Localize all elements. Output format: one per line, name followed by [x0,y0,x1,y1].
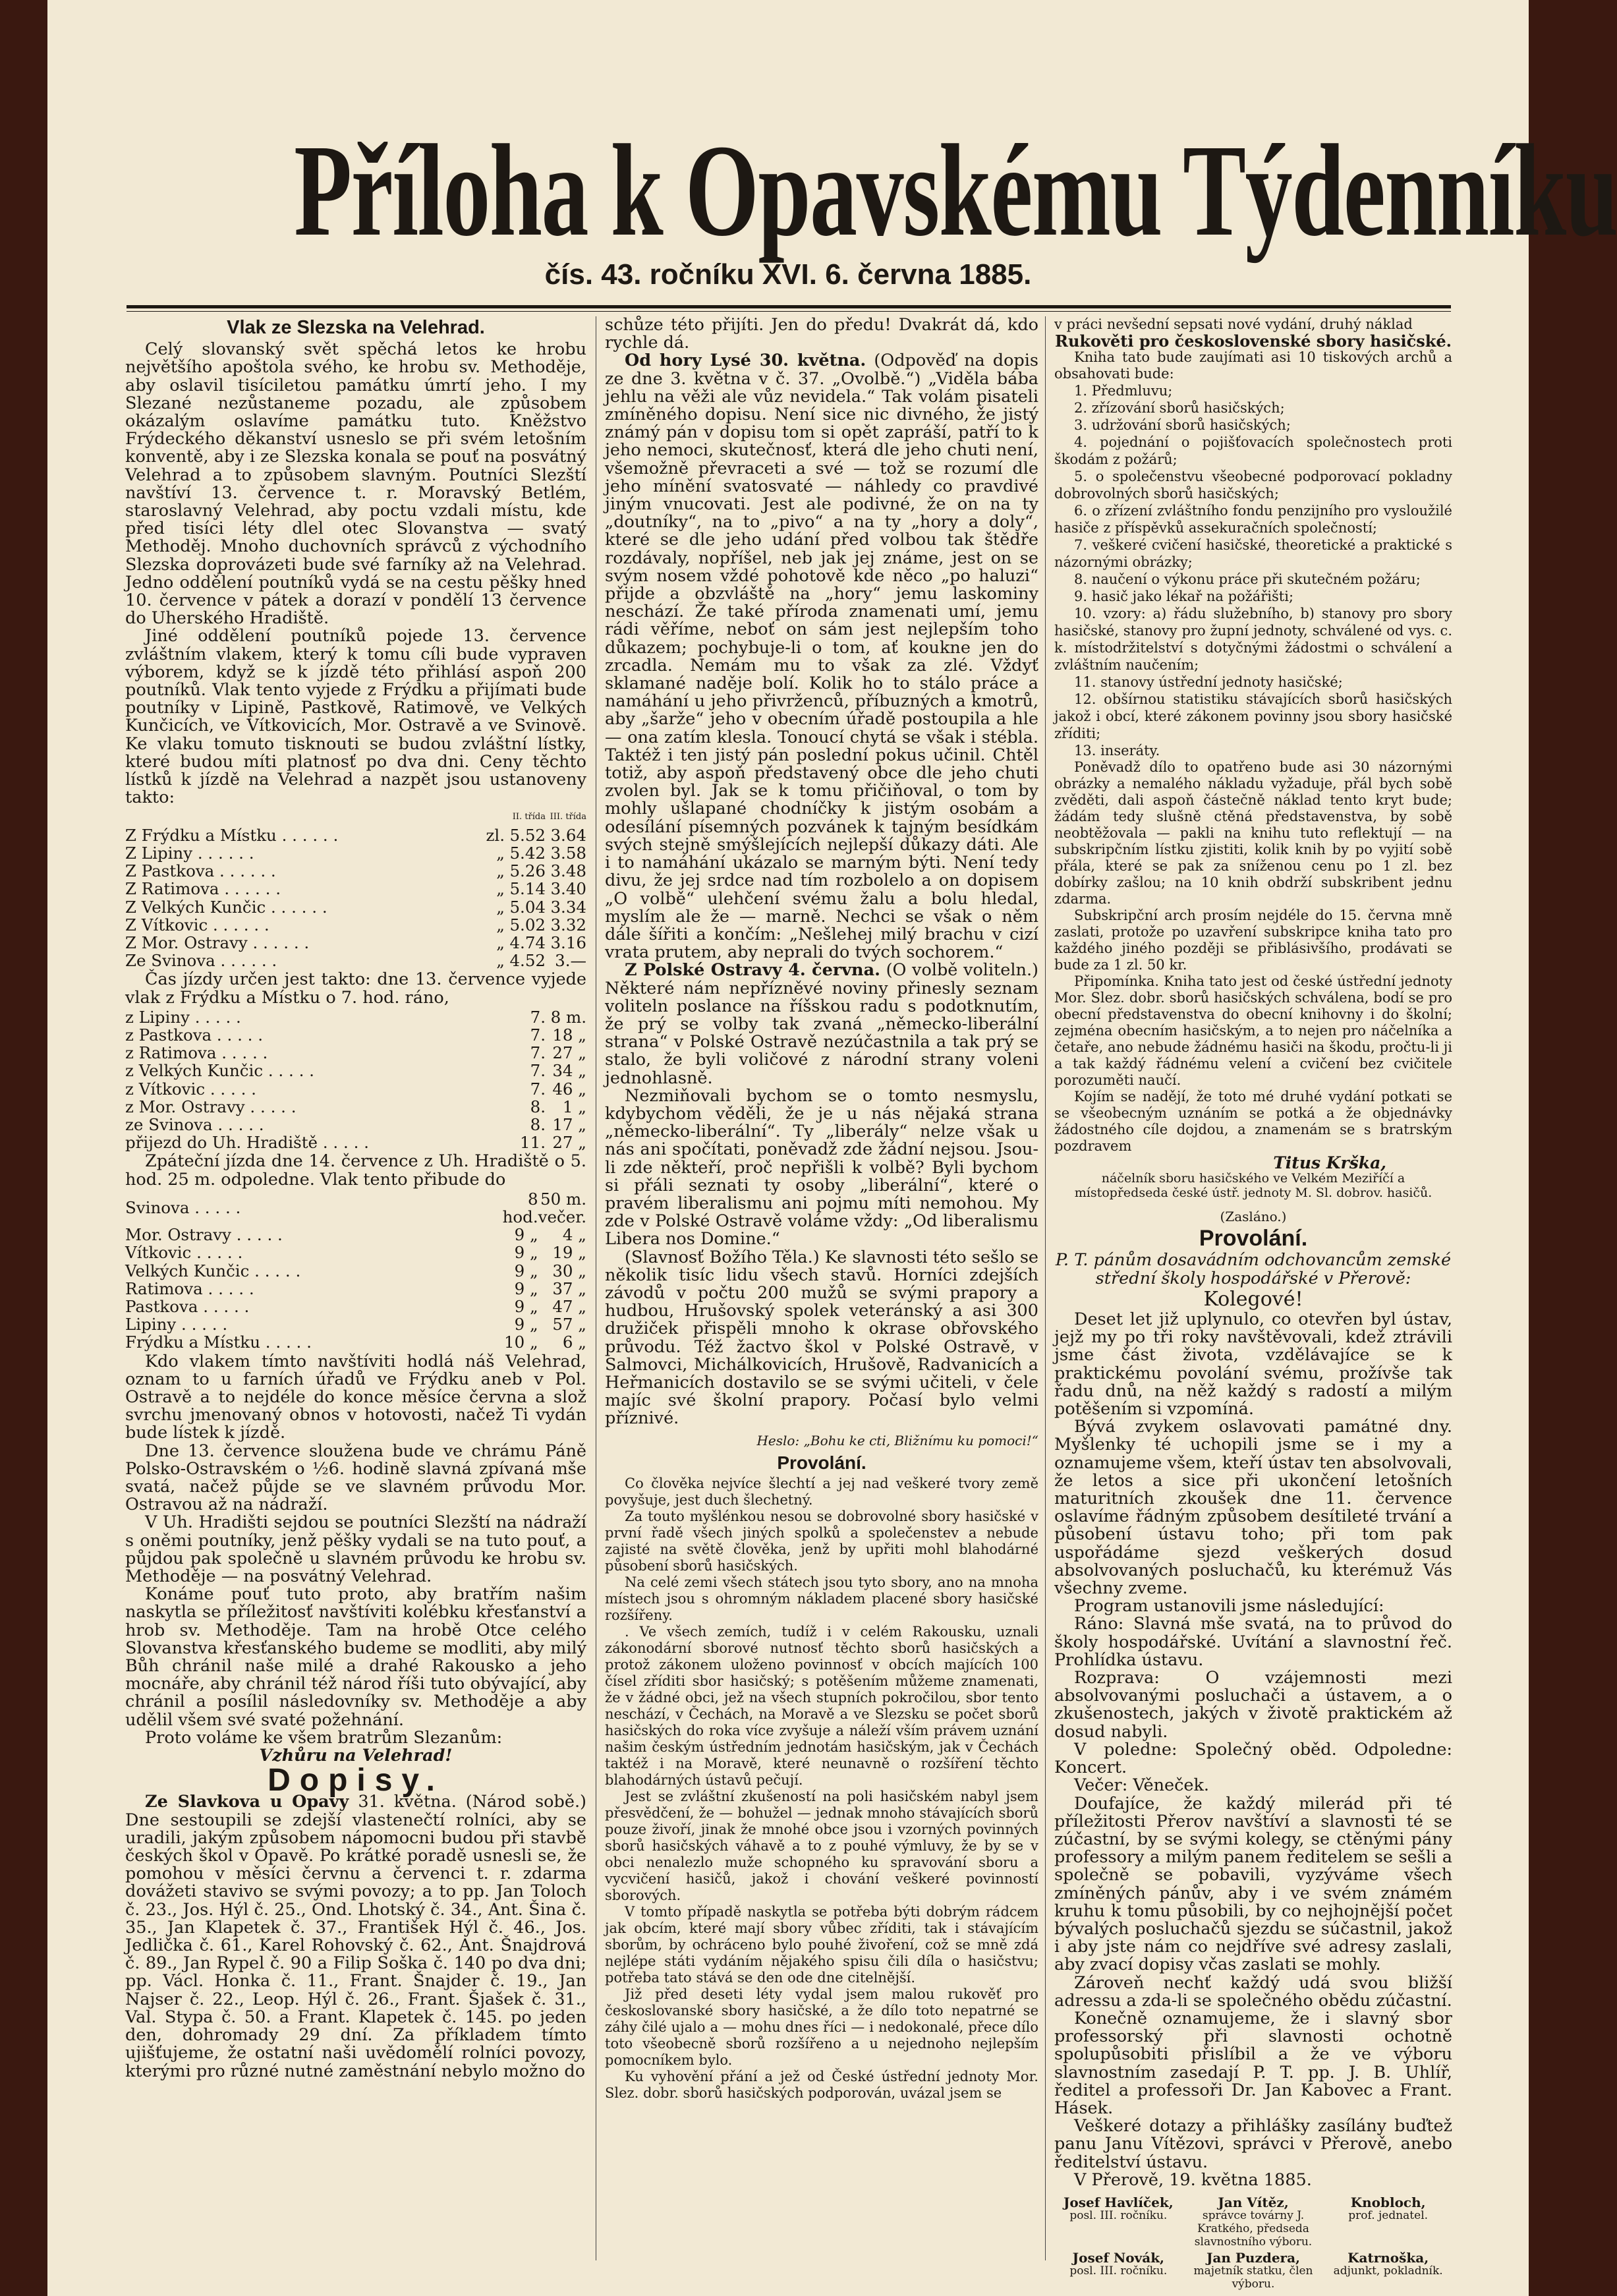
masthead [47,0,1617,277]
schedule-minute: 8 m. [550,1007,586,1027]
schedule-minute: 4 „ [562,1225,586,1245]
signature-name: Titus Krška, [1273,1153,1386,1172]
schedule-hour: 7. [530,1061,546,1081]
article-paragraph: Kdo vlakem tímto navštíviti hodlá náš Velehrad, oznam to u farních úřadů ve Frýdku aneb v Pol. Ostravě a to nejdéle do konce měsíce června a slož svrchu jmenovaný obnos v hotovosti, načež Ti vydán bude lístek k jízdě. [125,1351,586,1443]
signer-role: prof. jednatel. [1348,2208,1429,2222]
schedule-place: z Lipiny . . . . . [125,1007,241,1027]
masthead-title: Příloha k Opavskému Týdenníku [294,118,1617,264]
fare-row [125,952,586,969]
article-paragraph: V poledne: Společný oběd. Odpoledne: Koncert. [1054,1739,1452,1778]
column-2 [605,316,1038,2267]
signer [1189,2251,1318,2291]
schedule-minute: 27 „ [552,1043,586,1063]
article-paragraph: Zároveň nechť každý udá svou bližší adressu a zda-li se společného obědu zúčastní. [1054,1972,1452,2011]
paragraph-text: (Odpověď na dopis ze dne 3. května v č. 37. „Ovolbě.“) „Viděla bába jehlu na věži ale vůz nevidela.“ Tak volám pisateli zmíněného dopisu. Není sice nic divného, že jistý známý pán v dopisu tom si opět zapráší, patří to k jeho nemoci, skutečnosť, která dle jeho chuti není, všemožně převraceti a své — tož se rozumí dle jeho mínění svatosvaté — náhledy co pravdivé jiným vnucovati. Jest ale podivné, že on na ty „doutníky“, na to „pivo“ a na ty „hory a doly“, které se dle jeho udání před volbou tak štědře rozdávaly, nopříšel, neb jak jej známe, jest on se svým nosem vždé pohotově kde něco „po haluzi“ přijde a obzvláště na „hory“ jemu laskominy neschází. Že také příroda znamenati umí, jemu rádi věříme, neboť on sám jest nejlepším toho důkazem; pochybuje-li o tom, ať koukne jen do zrcadla. Nemám mu to však za zlé. Vždyť sklamané naděje bolí. Kolik ho to stálo práce a namáhání u jeho přivrženců, příbuzných a kmotrů, aby „šarže“ jeho v obecním úřadě postoupila a hle — ona zatím klesla. Tonoucí chytá se však i stébla. Taktéž i ten jistý pán poslední pokus učinil. Chtěl totiž, aby aspoň představený obce dle jeho chuti zvolen byl. Jak se k tomu přičiňoval, o tom by mohly ušlapané chodníčky k jistým osobám a odesílání písemných pozvánek k tajným besídkám svých stejně smýšlejících nejlepší důkazy dáti. Ale i to namáhání ukázalo se marným býti. Není tedy divu, že jej srdce nad tím rozbolelo a on dopisem „O volbě“ ulehčení svému žalu a bolu hledal, myslím ale že — marně. Nechci se však o něm dále šířiti a končím: „Nešlehej milý brachu v cizí vrata prutem, aby neprali do tvých sochorem.“ [605,351,1038,963]
fare-place: Z Mor. Ostravy . . . . . . [125,933,310,952]
article-paragraph: V Uh. Hradišti sejdou se poutníci Slezští na nádraží s oněmi poutníky, jenž pěšky vydali se na tuto pouť, a půjdou pak společně u slavném průvodu ke hrobu sv. Methoděje — na posvátný Velehrad. [125,1512,586,1587]
schedule-place: Lipiny . . . . . [125,1315,228,1335]
schedule-place: z Velkých Kunčic . . . . . [125,1061,314,1081]
contents-list [1054,382,1452,759]
fare-currency: „ [496,879,505,899]
schedule-row [125,1044,586,1062]
signer [1324,2196,1452,2249]
article-paragraph: V Přerově, 19. května 1885. [1074,2169,1312,2190]
fare-second-class: 4.52 [509,951,546,971]
schedule-place: Frýdku a Místku . . . . . [125,1333,312,1352]
column-3 [1054,316,1452,2291]
schedule-table [125,1190,586,1352]
signer-role: posl. III. ročníku. [1069,2264,1168,2278]
article-paragraph: Ku vyhovění přání a jež od České ústřední jednoty Mor. Slez. dobr. sborů hasičských podporován, uvázal jsem se [605,2068,1038,2101]
schedule-place: přijezd do Uh. Hradiště . . . . . [125,1133,369,1153]
fare-place: Z Frýdku a Místku . . . . . . [125,825,339,845]
schedule-hour: 9 „ [514,1296,538,1316]
schedule-hour: 9 „ [514,1315,538,1335]
schedule-minute: 18 „ [552,1025,586,1045]
article-paragraph [605,961,1038,1087]
fare-currency: „ [496,897,505,917]
fare-row [125,934,586,952]
schedule-minute: 57 „ [552,1315,586,1335]
fare-row [125,862,586,880]
list-item: 3. udržování sborů hasičských; [1074,417,1291,433]
issue-line: čís. 43. ročníku XVI. 6. června 1885. [544,258,1032,291]
article-paragraph: Kniha tato bude zaujímati asi 10 tiskových archů a obsahovati bude: [1054,349,1452,382]
slogan: Vzhůru na Velehrad! [259,1746,453,1766]
schedule-row [125,1134,586,1151]
zaslano-label: (Zasláno.) [1220,1209,1287,1224]
fare-currency: „ [496,843,505,863]
signer-role: majetník statku, člen výboru. [1193,2264,1313,2291]
schedule-minute: 27 „ [552,1133,586,1153]
schedule-place: Vítkovic . . . . . [125,1243,243,1263]
schedule-row [125,1333,586,1351]
dateline: Z Polské Ostravy 4. června. [625,960,880,981]
article-paragraph: Jest se zvláštní zkušeností na poli hasičském nabyl jsem přesvědčení, že — bohužel — jednak mnoho stávajících sborů pouze živoří, jinak že mnohé obce jsou i vzorných povinných sborů hasičských váhavě a to z pouhé výmluvy, že by se v obci nenalezlo muže schopného ku spravování sboru a vycvičení hasičů, jakož i chování veškeré povinností sborových. [605,1788,1038,1903]
fare-place: Z Velkých Kunčic . . . . . . [125,897,327,917]
list-item: 11. stanovy ústřední jednoty hasičské; [1074,674,1343,690]
article-paragraph: Deset let již uplynulo, co otevřen byl ústav, jejž my po tři roky navštěvovali, kdež ztrávili jsme část života, vzdělávajíce se k praktickému povolání svému, prožívše tak řadu dnů, na něž každý s radostí a milým potěšením si vzpomíná. [1054,1309,1452,1420]
signer [1324,2251,1452,2291]
article-paragraph [605,352,1038,961]
fare-third-class: 3.32 [550,915,586,934]
article-paragraph: V tomto případě naskytla se potřeba býti dobrým rádcem jak obcím, které mají sbory vůbec zříditi, tak i stávajícím sborům, by ochráceno bylo pouhé živoření, což se mně zdá nejlépe státi vydáním nějakého spisu čili díla o hasičstvu; potřeba tato stává se den ode dne citelnější. [605,1903,1038,1986]
paragraph-text: (O volbě voliteln.) Některé nám nepřízněvé noviny přinesly seznam voliteln poslance na říšskou radu s podotknutím, že prý se volby tak zvaná „německo-liberální strana“ v Polské Ostravě nezúčastnila a tak prý se stalo, že byli voličové z národní strany voleni jednohlasně. [605,960,1038,1088]
greeting: Kolegové! [1203,1287,1303,1311]
article-paragraph: Za touto myšlénkou nesou se dobrovolné sbory hasičské v první řadě všech jiných spolků a společenstev a nebude zajisté na světě člověka, jenž by upřiti mohl blahodárné působení sborů hasičských. [605,1508,1038,1574]
schedule-row [125,1026,586,1044]
fare-currency: „ [496,861,505,881]
fare-place: Ze Svinova . . . . . . [125,951,277,971]
schedule-hour: 7. [530,1043,546,1063]
fare-third-class: 3.34 [550,897,586,917]
fare-row [125,898,586,916]
fare-table [125,808,586,969]
fare-place: Z Pastkova . . . . . . [125,861,276,881]
schedule-row [125,1116,586,1134]
article-paragraph: Večer: Věneček. [1074,1775,1210,1796]
fare-third-class: 3.48 [550,861,586,881]
column-1 [125,316,586,2267]
schedule-hour: 7. [530,1079,546,1099]
article-paragraph: . Ve všech zemích, tudíž i v celém Rakousku, uznali zákonodární sborové nutnosť těchto sborů hasičských a protož zákonem uloženo povinnosť v obcích majících 100 čísel zříditi sbor hasičský; s potěšením můžeme znamenati, že v žádné obci, jež na všech stupních pokročilou, sbor tento neschází, v Čechách, na Moravě a ve Slezsku se počet sborů hasičských do roka více zvyšuje a náleží vším právem uznání našim českým ústředním jednotám hasičským, jak v Čechách taktéž i na Moravě, které neunavně o rozšíření těchto blahodárných ústavů pečují. [605,1623,1038,1788]
list-item: 6. o zřízení zvláštního fondu penzijního pro vysloužilé hasiče z příspěvků assekuračních společností; [1054,503,1452,536]
article-paragraph: Bývá zvykem oslavovati památné dny. Myšlenky té uchopili jsme se i my a oznamujeme všem, kteří ústav ten absolvovali, že letos a sice při ukončení letošních maturitních zkoušek dne 11. července oslavíme řádným způsobem desítileté trvání a působení ústavu toho; při tom pak uspořádáme sjezd veškerých dosud absolvovaných posluchačů, ku kterémuž Vás všechny zveme. [1054,1417,1452,1599]
schedule-row [125,1315,586,1333]
schedule-place: Velkých Kunčic . . . . . [125,1261,301,1280]
schedule-place: Ratimova . . . . . [125,1278,254,1298]
schedule-hour: 7. [530,1007,546,1027]
schedule-minute: 50 m. večer. [538,1189,587,1226]
masthead-rule [127,305,1451,308]
schedule-row [125,1226,586,1244]
article-paragraph: Kojím se nadějí, že toto mé druhé vydání potkati se se všeobecným uznáním se potká a že objednávky žádostného cíle dojdou, a znamenám se s bratrským pozdravem [1054,1089,1452,1154]
schedule-place: z Vítkovic . . . . . [125,1079,256,1099]
schedule-row [125,1008,586,1026]
column-rule [1045,316,1046,2260]
fare-currency: „ [496,915,505,934]
fare-third-class: 3.58 [550,843,586,863]
schedule-table [125,1008,586,1152]
schedule-hour: 9 „ [514,1278,538,1298]
newspaper-page [47,0,1617,2296]
schedule-place: Mor. Ostravy . . . . . [125,1225,283,1245]
schedule-place: z Pastkova . . . . . [125,1025,264,1045]
list-item: 4. pojednání o pojišťovacích společnostech proti škodám z požárů; [1054,434,1452,467]
list-item: 7. veškeré cvičení hasičské, theoretické a praktické s názornými obrázky; [1054,537,1452,570]
schedule-place: ze Svinova . . . . . [125,1114,264,1134]
fare-second-class: 5.42 [509,843,546,863]
list-item: 2. zřízování sborů hasičských; [1074,400,1285,416]
fare-place: Z Ratimova . . . . . . [125,879,281,899]
fare-second-class: 5.02 [509,915,546,934]
section-heading: Provolání. [777,1452,866,1473]
article-paragraph: Doufajíce, že každý milerád při té příležitosti Přerov navštíví a slavnosti té se zúčastní, by se svými kolegy, se ctěnými pány professory a milým panem ředitelem se sešli a společně se pobavili, vyzýváme všech zmíněných pánův, aby i ve svém známém kruhu k tomu působili, by co nejhojnější počet bývalých posluchačů sjezdu se súčastnil, jakož i aby jste nám co nejdříve své adresy zaslali, aby zvací dopisy včas zaslati se mohly. [1054,1793,1452,1975]
article-paragraph: Konečně oznamujeme, že i slavný sbor professorský při slavnosti ochotně spolupůsobiti přislíbil a že ve výboru slavnostním zasedají P. T. pp. J. B. Uhlíř, ředitel a professoři Dr. Jan Kabovec a Frant. Hásek. [1054,2008,1452,2118]
signer-role: posl. III. ročníku. [1069,2208,1168,2222]
schedule-row [125,1190,586,1226]
article-paragraph: Zpáteční jízda dne 14. července z Uh. Hradiště o 5. hod. 25 m. odpoledne. Vlak tento přibude do [125,1151,586,1190]
schedule-row [125,1062,586,1079]
signer-name: Jan Puzdera, [1206,2249,1300,2266]
fare-third-class: 3.40 [550,879,586,899]
fare-currency: „ [496,933,505,952]
signer-name: Jan Vítěz, [1218,2194,1289,2210]
schedule-row [125,1244,586,1261]
schedule-hour: 8. [530,1097,546,1116]
signers-block [1054,2196,1452,2291]
fare-row [125,916,586,934]
schedule-hour: 9 „ [514,1261,538,1280]
signer [1054,2196,1183,2249]
schedule-hour: 8 hod. [502,1189,538,1226]
article-paragraph: Jiné oddělení poutníků pojede 13. července zvláštním vlakem, který k tomu cíli bude vypraven výborem, když se k jízdě této přihlásí aspoň 200 poutníků. Vlak tento vyjede z Frýdku a přijímati bude poutníky v Lipině, Pastkově, Ratimově, ve Velkých Kunčicích, ve Vítkovicích, Mor. Ostravě a ve Svinově. Ke vlaku tomuto tisknouti se budou zvláštní lístky, které budou míti platnosť po dva dni. Ceny těchto lístků k jízdě na Velehrad a nazpět jsou ustanoveny takto: [125,626,586,808]
fare-third-class: 3.16 [550,933,586,952]
schedule-row [125,1080,586,1098]
schedule-row [125,1262,586,1280]
list-item: 10. vzory: a) řádu služebního, b) stanovy pro sbory hasičské, stanovy pro župní jednoty, schválené od vys. c. k. místodržitelství s dotyčnými žádostmi o schválení a zvláštním naučením; [1054,606,1452,673]
fare-header: II. třída [512,812,546,822]
schedule-hour: 9 „ [514,1225,538,1245]
fare-row [125,844,586,862]
article-paragraph: Co člověka nejvíce šlechtí a jej nad veškeré tvory země povyšuje, jest duch šlechetný. [605,1475,1038,1508]
list-item: 5. o společenstvu všeobecné podporovací pokladny dobrovolných sborů hasičských; [1054,469,1452,502]
schedule-minute: 30 „ [552,1261,586,1280]
schedule-hour: 11. [520,1133,546,1153]
signer-role: adjunkt, pokladník. [1333,2264,1443,2278]
article-paragraph: v práci nevšední sepsati nové vydání, druhý náklad [1054,316,1413,332]
article-paragraph: Konáme pouť tuto proto, aby bratřím našim naskytla se příležitosť navštíviti kolébku křesťanství a hrob sv. Methoděje. Tam na hrobě Otce celého Slovanstva křesťanského budeme se modliti, aby milý Bůh chránil naše milé a drahé Rakousko a jeho mocnáře, aby chránil též národ říši tuto obývající, aby chránil a posílil následovníky sv. Methoděje a aby udělil všem své svaté požehnání. [125,1584,586,1730]
signer-role: správce továrny J. Kratkého, předseda slavnostního výboru. [1194,2208,1313,2249]
section-heading: Provolání. [1199,1226,1308,1251]
fare-place: Z Vítkovic . . . . . . [125,915,270,934]
list-item: 13. inseráty. [1074,743,1160,759]
signer-name: Knobloch, [1350,2194,1426,2210]
list-item: 8. naučení o výkonu práce při skutečném požáru; [1074,571,1421,587]
fare-second-class: 5.52 [509,825,546,845]
signer-name: Josef Novák, [1072,2249,1165,2266]
schedule-minute: 47 „ [552,1296,586,1316]
article-paragraph: Čas jízdy určen jest takto: dne 13. července vyjede vlak z Frýdku a Místku o 7. hod. ráno, [125,969,586,1008]
schedule-place: Svinova . . . . . [125,1198,241,1218]
schedule-place: z Ratimova . . . . . [125,1043,268,1063]
schedule-place: Pastkova . . . . . [125,1296,250,1316]
fare-second-class: 5.14 [509,879,546,899]
dateline: Ze Slavkova u Opavy [145,1792,349,1812]
fare-header: III. třída [550,812,586,822]
schedule-minute: 19 „ [552,1243,586,1263]
schedule-place: z Mor. Ostravy . . . . . [125,1097,297,1116]
fare-second-class: 5.04 [509,897,546,917]
schedule-minute: 1 „ [562,1097,586,1116]
address-line: P. T. pánům dosavádním odchovancům zemské střední školy hospodářské v Přerově: [1055,1250,1452,1288]
article-paragraph: Subskripční arch prosím nejdéle do 15. června mně zaslati, protože po uzavření subskripce kniha tato pro každého jiného později se přiblásivšího, prodávati se bude za 1 zl. 50 kr. [1054,907,1452,973]
schedule-hour: 8. [530,1114,546,1134]
article-paragraph: Již před deseti léty vydal jsem malou rukověť pro českoslovanské sbory hasičské, a že dílo toto nepatrné se záhy čilé ujalo a — mohu dnes říci — i nedokonalé, přece dílo toto všeobecně sborů rozšířeno a u nejednoho nejlepším pomocníkem bylo. [605,1986,1038,2068]
schedule-minute: 46 „ [552,1079,586,1099]
fare-second-class: 5.26 [509,861,546,881]
article-paragraph: Nezmiňovali bychom se o tomto nesmyslu, kdybychom věděli, že je u nás nějaká strana „německo-liberální“. Ty „liberály“ nelze však u nás ani spočítati, poněvadž zde žádní nejsou. Jsou-li zde někteří, proč nepřišli k volbě? Byli bychom si přáli seznati ty osoby „liberální“, které o pravém liberalismu ani pojmu míti nemohou. My zde v Polské Ostravě voláme vždy: „Od liberalismu Libera nos Domine.“ [605,1085,1038,1249]
article-paragraph: Veškeré dotazy a přihlášky zasílány buďtež panu Janu Vítězovi, správci v Přerově, anebo ředitelství ústavu. [1054,2116,1452,2172]
dateline: Od hory Lysé 30. května. [625,351,866,371]
article-paragraph: Připomínka. Kniha tato jest od české ústřední jednoty Mor. Slez. dobr. sborů hasičských schválena, bodí se pro obecní představenstva do obecní knihovny i do školní; zejména obecním hasičským, a to nejen pro náčelníka a četaře, ano nebude žádnému hasiči na škodu, pročtu-li ji a tak každý řádnému velení a cvičení bez cvičitele porozuměti naučí. [1054,973,1452,1088]
fare-second-class: 4.74 [509,933,546,952]
article-paragraph: Proto voláme ke všem bratrům Slezanům: [145,1727,503,1748]
fare-third-class: 3.— [555,951,586,971]
paragraph-text: 31. května. (Národ sobě.) Dne sestoupili se zdejší vlastenečtí rolníci, aby se uradili, jakým způsobem nápomocni budou při stavbě českých škol v Opavě. Po krátké poradě usnesli se, že pomohou v měsíci červnu a červenci t. r. zdarma dovážeti stavivo se svými povozy; a to pp. Jan Toloch č. 23., Jos. Hýl č. 25., Ond. Lhotský č. 34., Ant. Šina č. 35., Jan Klapetek č. 37., František Hýl č. 46., Jos. Jedlička č. 61., Karel Rohovský č. 62., Ant. Šnajdrová č. 89., Jan Rypel č. 90 a Filip Soška č. 140 po dva dni; pp. Václ. Honka č. 11., Frant. Šnajder č. 19., Jan Najser č. 22., Leop. Hýl č. 26., Frant. Šjašek č. 31., Val. Stypa č. 50. a Frant. Klapetek č. 145. po jeden den, dohromady 29 dní. Za příkladem tímto ujišťujeme, že ostatní naši uvědomělí rolníci povozy, kterými pro různé nutné zaměstnání nebylo možno do [125,1792,587,2081]
fare-currency: zl. [486,825,505,845]
list-item: 12. obšírnou statistiku stávajících sborů hasičských jakož i obcí, které zákonem povinny jsou sbory hasičské zříditi; [1054,691,1452,741]
signature-role: náčelník sboru hasičského ve Velkém Meziříčí a místopředseda české ústř. jednoty M. Sl. dobrov. hasičů. [1074,1171,1433,1200]
schedule-row [125,1098,586,1116]
schedule-hour: 9 „ [514,1243,538,1263]
motto: Heslo: „Bohu ke cti, Bližnímu ku pomoci!“ [756,1432,1038,1449]
article-paragraph: Rozprava: O vzájemnosti mezi absolvovanými posluchači a ústavem, a o zkušenostech, jakých v životě praktickém až dosud nabyli. [1054,1668,1452,1742]
schedule-minute: 17 „ [552,1114,586,1134]
list-item: 1. Předmluvu; [1074,383,1173,399]
article-headline: Vlak ze Slezska na Velehrad. [227,317,485,338]
article-paragraph [125,1793,586,2080]
fare-row [125,826,586,844]
fare-place: Z Lipiny . . . . . . [125,843,254,863]
article-paragraph: (Slavnosť Božího Těla.) Ke slavnosti této sešlo se několik tisíc lidu všech stavů. Horníci zdejších závodů v počtu 200 mužů se svými prapory a hudbou, Hrušovský spolek veteránský a asi 300 družiček přispěli mnoho k okrase obřovského průvodu. Též žactvo škol v Polské Ostravě, v Salmovci, Michálkovicích, Hrušově, Radvanicích a Heřmanicích dostavilo se se svými učiteli, v čele majíc své školní prapory. Počasí bylo velmi příznivé. [605,1247,1038,1429]
signer [1054,2251,1183,2291]
article-paragraph: Na celé zemi všech státech jsou tyto sbory, ano na mnoha místech jsou s ohromným nákladem placené sbory hasičské rozšířeny. [605,1574,1038,1623]
schedule-minute: 6 „ [562,1333,586,1352]
signer [1189,2196,1318,2249]
book-title: Rukověti pro československé sbory hasičské. [1055,331,1452,351]
fare-currency: „ [496,951,505,971]
article-paragraph: Dne 13. července sloužena bude ve chrámu Páně Polsko-Ostravském o ½6. hodině slavná zpívaná mše svatá, načež půjde se ve slavném průvodu Mor. Ostravou až na nádraží. [125,1441,586,1515]
article-paragraph: Celý slovanský svět spěchá letos ke hrobu největšího apoštola svého, ke hrobu sv. Methoděje, aby oslavil tisíciletou památku úmrtí jeho. I my Slezané nezůstaneme pozadu, ale způsobem okázalým oslavíme památku tuto. Kněžstvo Frýdeckého děkanství usneslo se při svém letošním konventě, aby i ze Slezska konala se pouť na posvátný Velehrad a to způsobem slavným. Poutníci Slezští navštíví 13. července t. r. Moravský Betlém, staroslavný Velehrad, aby poctu vzdali místu, kde před tisíci léty dlel otec Slovanstva — svatý Methoděj. Mnoho duchovních správců z východního Slezska doprovázeti bude své farníky až na Velehrad. Jedno oddělení poutníků vydá se na cestu pěšky hned 10. července v pátek a dorazí v pondělí 13 července do Uherského Hradiště. [125,339,586,629]
fare-row [125,880,586,898]
article-paragraph: Ráno: Slavná mše svatá, na to průvod do školy hospodářské. Uvítání a slavnostní řeč. Prohlídka ústavu. [1054,1614,1452,1670]
schedule-row [125,1298,586,1315]
list-item: 9. hasič jako lékař na požářišti; [1074,588,1294,604]
signer-name: Josef Havlíček, [1063,2194,1174,2210]
schedule-minute: 34 „ [552,1061,586,1081]
schedule-hour: 7. [530,1025,546,1045]
schedule-minute: 37 „ [552,1278,586,1298]
article-paragraph: Poněvadž dílo to opatřeno bude asi 30 názornými obrázky a nemalého nákladu vyžaduje, přál bych sobě zvěděti, dali aspoň částečně náklad tento kryt bude; žádám tedy slušně ctěná představenstva, by sobě neobtěžovala — pakli na knihu tuto reflektují — na subskripčním lístku zjistiti, kolik knih by po vyjití sobě přála, které se pak za sníženou cenu po 1 zl. bez dobírky zašlou; na 10 knih obdrží subskribent jednu zdarma. [1054,759,1452,907]
masthead-rule-thin [127,311,1451,312]
section-heading: Dopisy. [268,1763,444,1798]
article-paragraph: Program ustanovili jsme následující: [1074,1596,1384,1617]
schedule-row [125,1280,586,1298]
schedule-hour: 10 „ [503,1333,538,1352]
signer-name: Katrnoška, [1348,2249,1429,2266]
fare-third-class: 3.64 [550,825,586,845]
article-paragraph: schůze této přijíti. Jen do předu! Dvakrát dá, kdo rychle dá. [605,315,1038,353]
